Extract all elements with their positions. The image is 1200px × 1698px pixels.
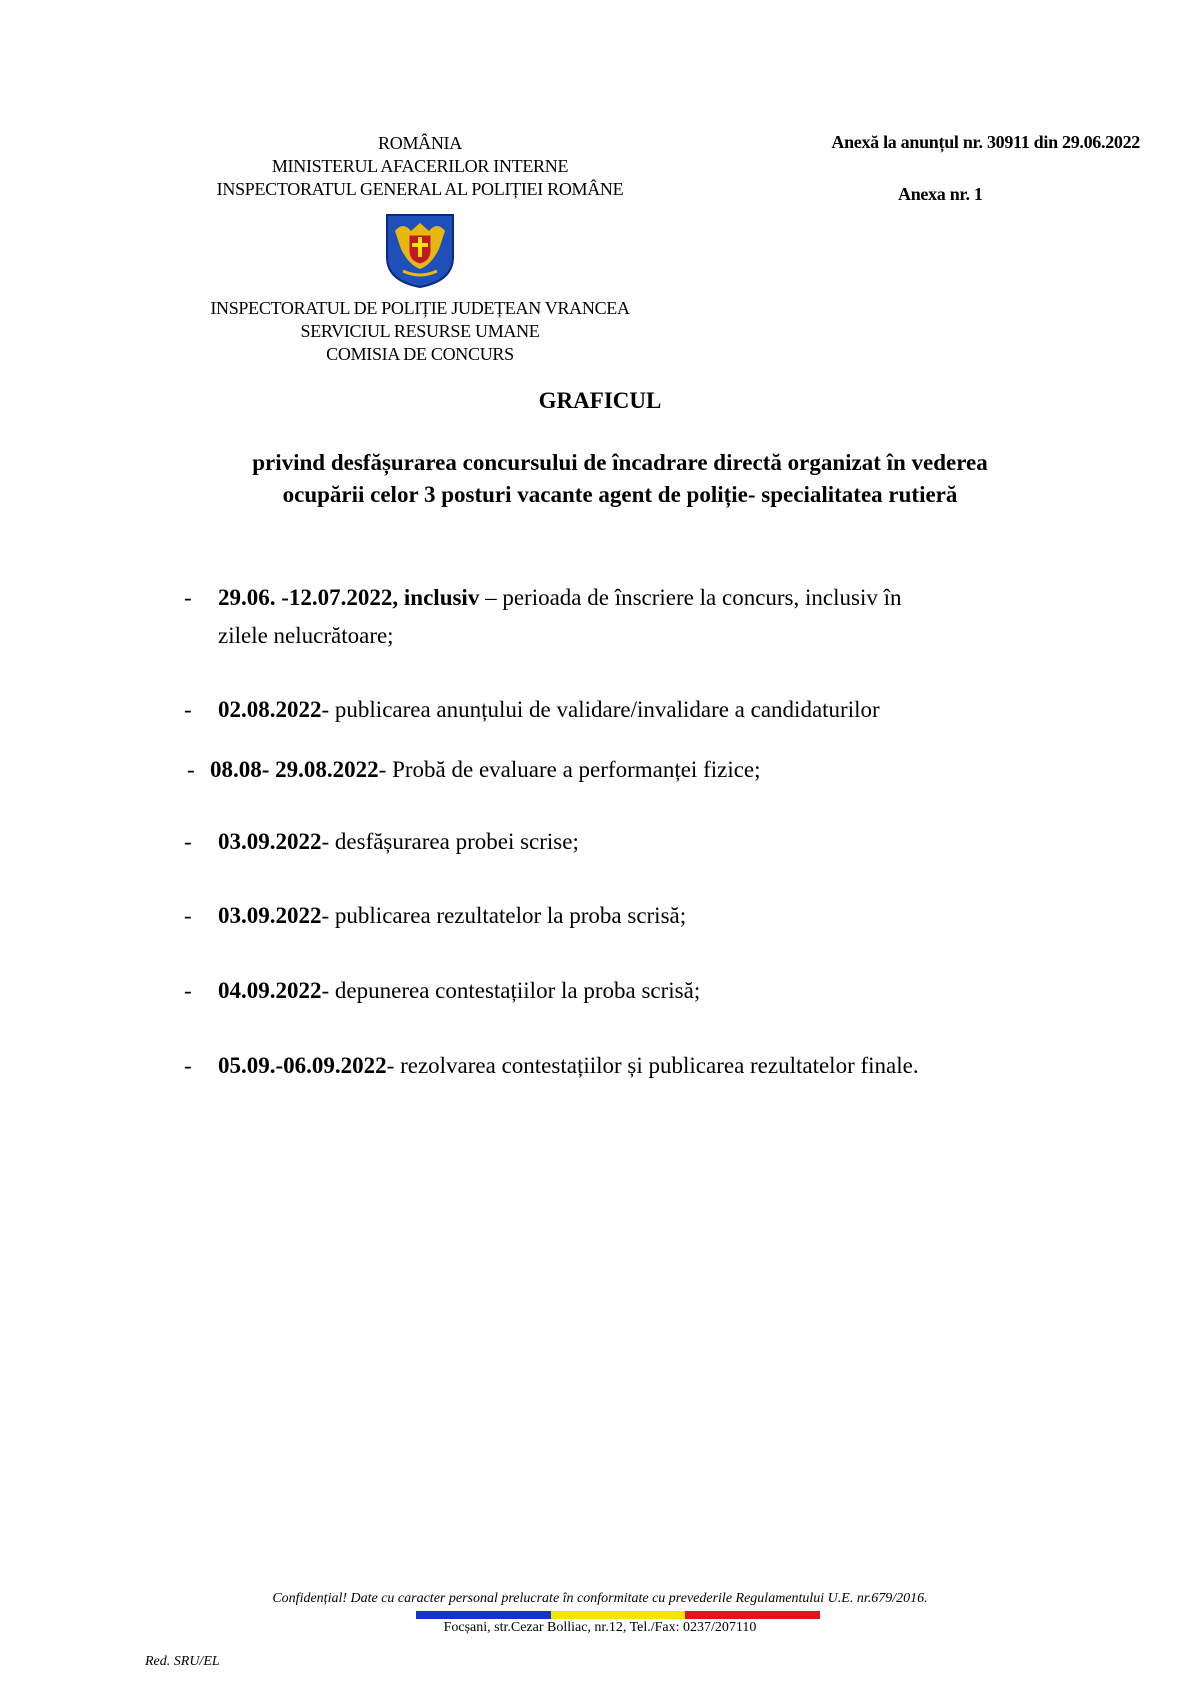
item-date: 29.06. -12.07.2022, inclusiv <box>218 585 480 610</box>
schedule-item <box>184 1047 1104 1085</box>
item-text: - rezolvarea contestațiilor și publicarea rezultatelor finale. <box>386 1053 919 1078</box>
bullet-dash: - <box>184 585 192 610</box>
item-text-continued: zilele nelucrătoare; <box>218 623 394 648</box>
item-date: 05.09.-06.09.2022 <box>218 1053 387 1078</box>
flag-yellow-stripe <box>551 1611 686 1619</box>
document-title: GRAFICUL <box>538 388 662 413</box>
service-label: SERVICIUL RESURSE UMANE <box>300 321 540 341</box>
confidentiality-note: Confidențial! Date cu caracter personal prelucrate în conformitate cu prevederile Regulamentului U.E. nr.679/2016. <box>272 1591 928 1606</box>
flag-red-stripe <box>685 1611 820 1619</box>
inspectorate-label: INSPECTORATUL GENERAL AL POLIȚIEI ROMÂNE <box>216 179 624 199</box>
bullet-dash: - <box>187 757 195 782</box>
police-crest-icon <box>381 209 459 289</box>
schedule-item <box>184 823 1084 861</box>
schedule-item <box>184 972 1084 1010</box>
editor-initials: Red. SRU/EL <box>145 1654 220 1669</box>
schedule-item <box>184 691 1084 729</box>
ministry-label: MINISTERUL AFACERILOR INTERNE <box>271 156 569 176</box>
item-date: 03.09.2022 <box>218 903 322 928</box>
bullet-dash: - <box>184 978 192 1003</box>
tricolor-stripe <box>416 1611 820 1619</box>
bullet-dash: - <box>184 903 192 928</box>
bullet-dash: - <box>184 829 192 854</box>
bullet-dash: - <box>184 1053 192 1078</box>
item-date: 03.09.2022 <box>218 829 322 854</box>
footer-address: Focșani, str.Cezar Bolliac, nr.12, Tel./Fax: 0237/207110 <box>443 1620 757 1635</box>
annex-reference: Anexă la anunțul nr. 30911 din 29.06.2022 <box>831 132 1140 152</box>
item-text: - publicarea anunțului de validare/invalidare a candidaturilor <box>321 697 880 722</box>
item-text: – perioada de înscriere la concurs, inclusiv în <box>479 585 902 610</box>
item-text: - desfășurarea probei scrise; <box>321 829 579 854</box>
schedule-item <box>184 897 1084 935</box>
bullet-dash: - <box>184 697 192 722</box>
item-date: 08.08- 29.08.2022 <box>210 757 379 782</box>
country-label: ROMÂNIA <box>378 133 462 153</box>
commission-label: COMISIA DE CONCURS <box>326 344 514 364</box>
item-date: 04.09.2022 <box>218 978 322 1003</box>
subtitle-line-1: privind desfășurarea concursului de încadrare directă organizat în vederea <box>252 450 988 475</box>
annex-number: Anexa nr. 1 <box>898 184 983 204</box>
schedule-item <box>184 579 1084 659</box>
subtitle-line-2: ocupării celor 3 posturi vacante agent de poliție- specialitatea rutieră <box>282 482 958 507</box>
item-date: 02.08.2022 <box>218 697 322 722</box>
flag-blue-stripe <box>416 1611 551 1619</box>
item-text: - depunerea contestațiilor la proba scrisă; <box>321 978 701 1003</box>
header-left <box>140 132 700 366</box>
item-text: - publicarea rezultatelor la proba scrisă; <box>321 903 687 928</box>
document-subtitle <box>110 447 1130 511</box>
schedule-item <box>187 751 1087 789</box>
item-text: - Probă de evaluare a performanței fizice; <box>378 757 761 782</box>
county-inspectorate-label: INSPECTORATUL DE POLIȚIE JUDEȚEAN VRANCEA <box>210 298 630 318</box>
